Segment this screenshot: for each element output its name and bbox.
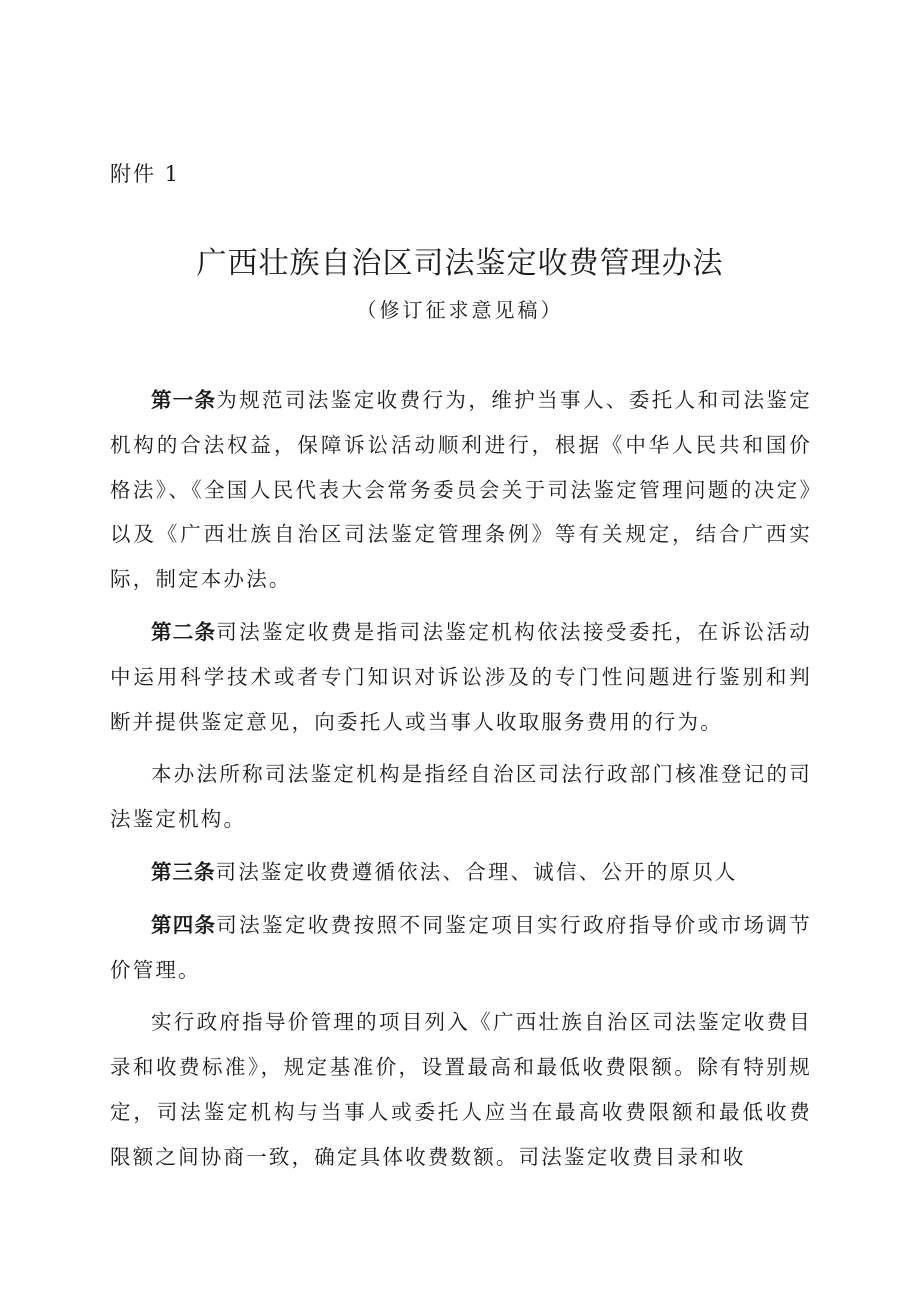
paragraph-text: 司法鉴定收费按照不同鉴定项目实行政府指导价或市场调节价管理。 [110, 912, 813, 982]
article-label: 第三条 [151, 859, 216, 884]
paragraph-article-3 [110, 850, 812, 895]
document-subtitle: （修订征求意见稿） [356, 298, 564, 322]
paragraph-text: 为规范司法鉴定收费行为，维护当事人、委托人和司法鉴定机构的合法权益，保障诉讼活动顺利进行，根据《中华人民共和国价格法》、《全国人民代表大会常务委员会关于司法鉴定管理问题的决定》以及《广西壮族自治区司法鉴定管理条例》等有关规定，结合广西实际，制定本办法。 [110, 388, 813, 592]
paragraph-text: 司法鉴定收费遵循依法、合理、诚信、公开的原贝人 [215, 859, 738, 884]
paragraph-text: 本办法所称司法鉴定机构是指经自治区司法行政部门核准登记的司法鉴定机构。 [110, 762, 812, 832]
paragraph-article-4 [110, 903, 812, 993]
paragraph-text: 实行政府指导价管理的项目列入《广西壮族自治区司法鉴定收费目录和收费标准》，规定基准价，设置最高和最低收费限额。除有特别规定，司法鉴定机构与当事人或委托人应当在最高收费限额和最低收费限额之间协商一致，确定具体收费数额。司法鉴定收费目录和收 [110, 1010, 812, 1169]
article-label: 第一条 [151, 388, 217, 412]
document-title: 广西壮族自治区司法鉴定收费管理办法 [196, 246, 724, 281]
paragraph-article-4-continued [110, 1000, 812, 1179]
article-label: 第四条 [151, 912, 217, 937]
paragraph-article-2-continued [110, 752, 812, 842]
paragraph-article-1 [110, 378, 812, 602]
article-label: 第二条 [151, 619, 217, 644]
attachment-label: 附件 1 [110, 162, 181, 186]
paragraph-article-2 [110, 610, 812, 744]
document-body [110, 378, 812, 1188]
paragraph-text: 司法鉴定收费是指司法鉴定机构依法接受委托，在诉讼活动中运用科学技术或者专门知识对诉讼涉及的专门性问题进行鉴别和判断并提供鉴定意见，向委托人或当事人收取服务费用的行为。 [110, 619, 813, 734]
